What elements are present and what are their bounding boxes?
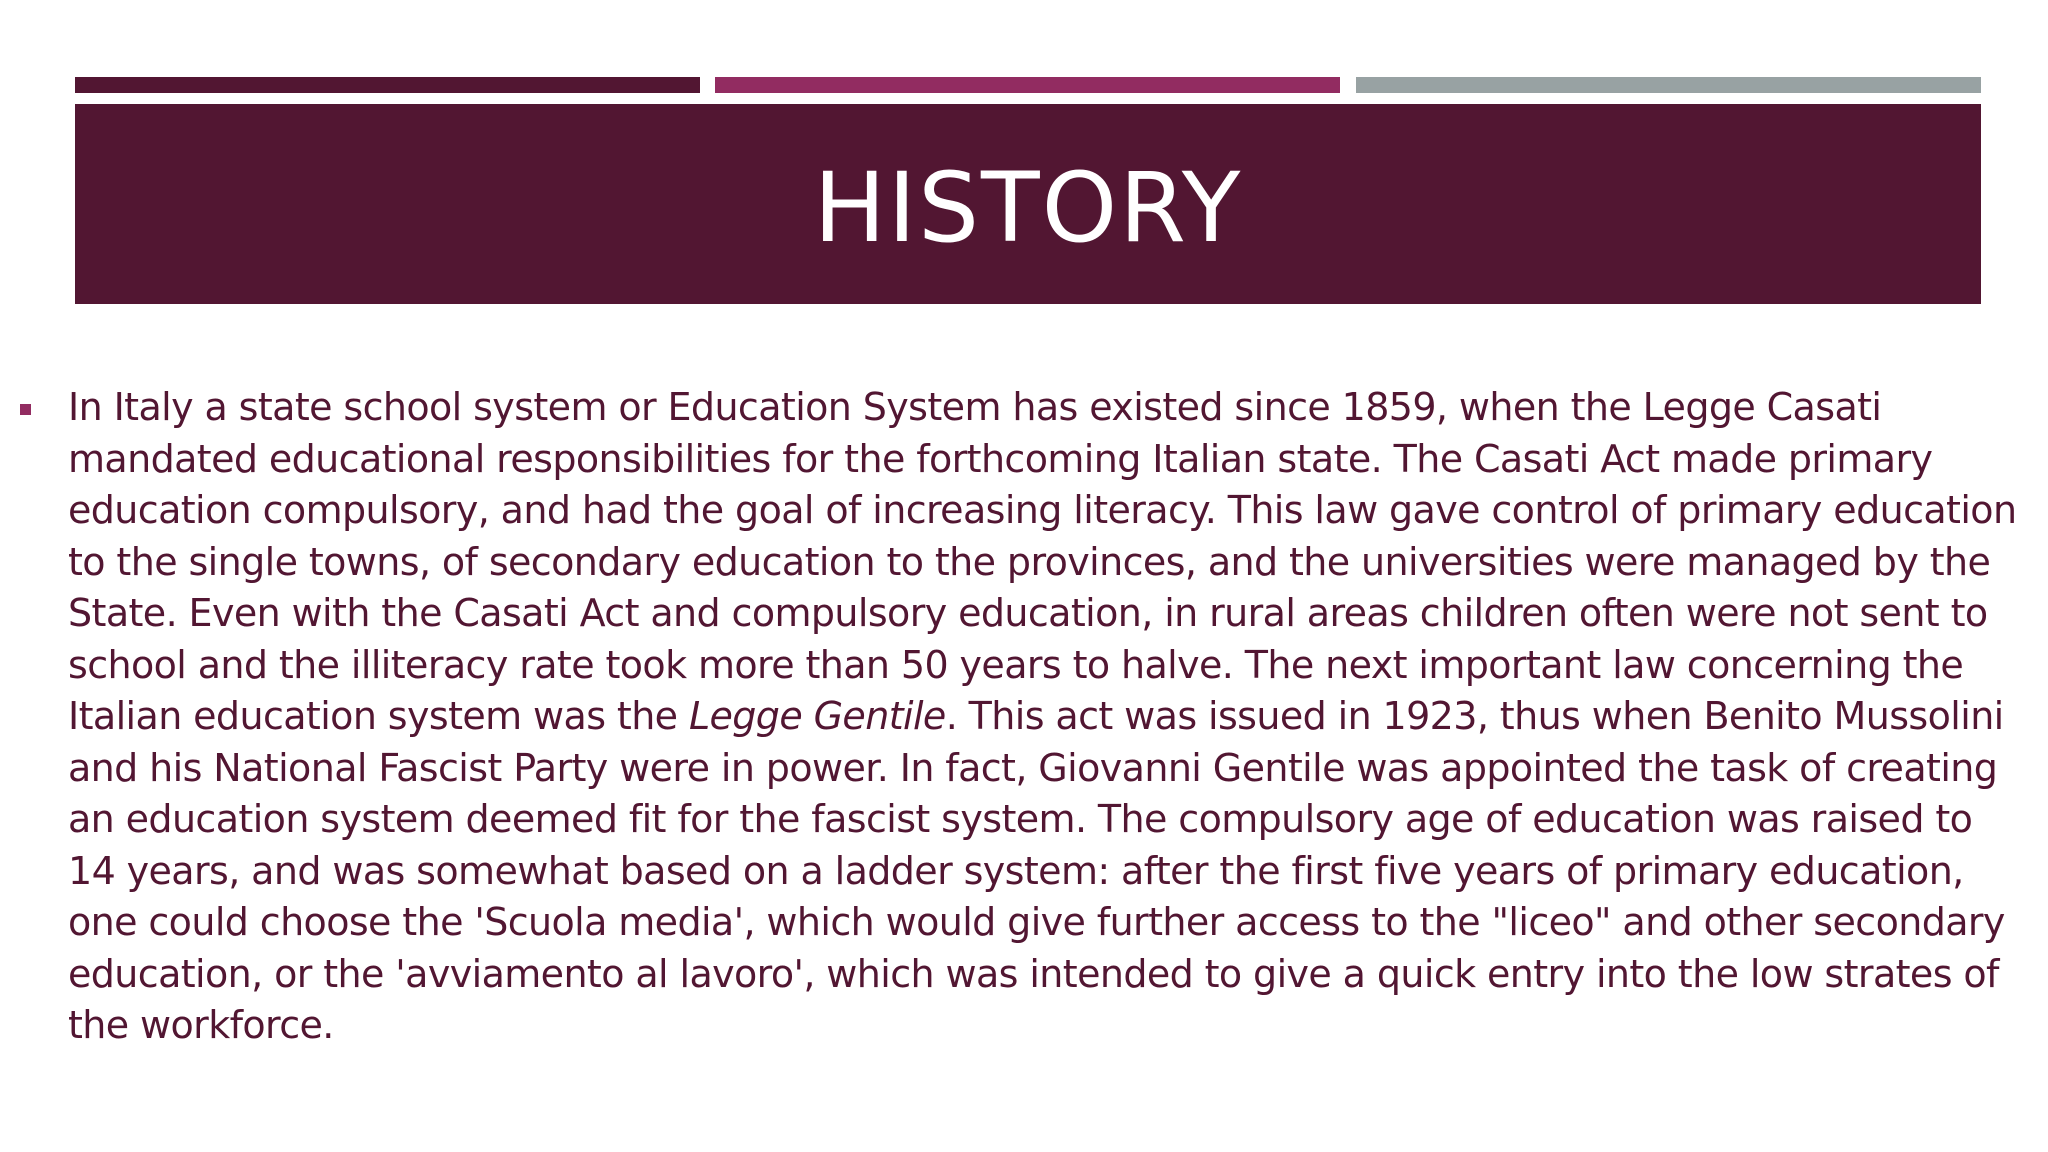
paragraph-text-part1: In Italy a state school system or Education System has existed since 1859, when the Legge Casati mandated educational responsibilities for the forthcoming Italian state. The Casati Act made primary education compulsory, and had the goal of increasing literacy. This law gave control of primary education to the single towns, of secondary education to the provinces, and the universities were managed by the State. Even with the Casati Act and compulsory education, in rural areas children often were not sent to school and the illiteracy rate took more than 50 years to halve. The next important law concerning the Italian education system was the bbox=[68, 385, 2017, 738]
history-paragraph bbox=[68, 382, 2030, 1052]
paragraph-text-italic: Legge Gentile bbox=[688, 694, 946, 738]
square-bullet-icon bbox=[20, 404, 31, 415]
bullet-item bbox=[20, 382, 2030, 1052]
paragraph-text-part2: . This act was issued in 1923, thus when Benito Mussolini and his National Fascist Party were in power. In fact, Giovanni Gentile was appointed the task of creating an education system deemed fit for the fascist system. The compulsory age of education was raised to 14 years, and was somewhat based on a ladder system: after the first five years of primary education, one could choose the 'Scuola media', which would give further access to the "liceo" and other secondary education, or the 'avviamento al lavoro', which was intended to give a quick entry into the low strates of the workforce. bbox=[68, 694, 2005, 1047]
accent-bar-dark bbox=[75, 77, 700, 93]
accent-bar-magenta bbox=[715, 77, 1340, 93]
slide-body bbox=[20, 382, 2030, 1052]
title-band bbox=[75, 104, 1981, 304]
slide-title: HISTORY bbox=[813, 152, 1243, 264]
accent-bar-gray bbox=[1356, 77, 1981, 93]
